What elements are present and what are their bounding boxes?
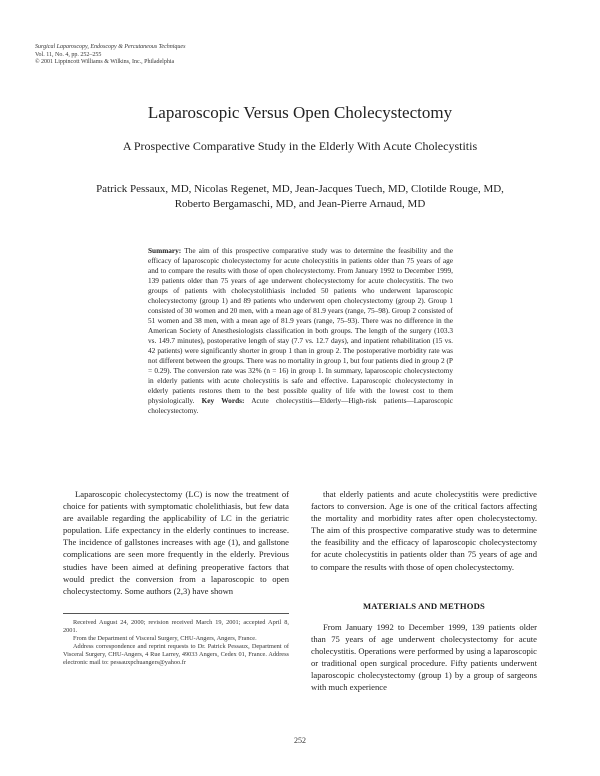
methods-paragraph: From January 1992 to December 1999, 139 patients older than 75 years of age underwent cholecystectomy for acute cholecystitis. Operations were performed by using a laparoscopic or traditional open surgical procedure. Fifty patients underwent laparoscopic cholecystectomy (group 1) by a group of sargeons with much experience bbox=[311, 622, 537, 693]
footnotes bbox=[63, 619, 289, 668]
footnote-correspondence: Address correspondence and reprint requests to Dr. Patrick Pessaux, Department of Visceral Surgery, CHU-Angers, 4 Rue Larrey, 49033 Angers, Cedex 01, France. Address electronic mail to: pessauxpchuangers@yahoo.fr bbox=[63, 643, 289, 667]
keywords-text: Acute cholecystitis—Elderly—High-risk patients—Laparoscopic cholecystectomy. bbox=[148, 396, 454, 415]
abstract-label: Summary: bbox=[148, 246, 182, 255]
methods-heading: MATERIALS AND METHODS bbox=[363, 601, 485, 611]
author-list bbox=[60, 182, 540, 212]
article-subtitle: A Prospective Comparative Study in the Elderly With Acute Cholecystitis bbox=[122, 139, 478, 153]
journal-copyright: © 2001 Lippincott Williams & Wilkins, Inc., Philadelphia bbox=[35, 59, 175, 65]
footnote-received: Received August 24, 2000; revision received March 19, 2001; accepted April 8, 2001. bbox=[63, 619, 289, 635]
body-column-left bbox=[63, 488, 289, 597]
abstract-text: The aim of this prospective comparative study was to determine the feasibility and the efficacy of laparoscopic cholecystectomy for acute cholecystitis in patients older than 75 years of age and to compare the results with those of open cholecystectomy. From January 1992 to December 1999, 139 patients older than 75 years of age underwent cholecystectomy for acute cholecystitis. The two groups of patients with cholecystolithiasis included 50 patients who underwent laparoscopic cholecystectomy (group 1) and 89 patients who underwent open cholecystectomy (group 2). Group 1 consisted of 30 women and 20 men, with a mean age of 81.9 years (range, 75–98). Group 2 consisted of 51 women and 38 men, with a mean age of 81.9 years (range, 75–93). There was no difference in the American Society of Anesthesiologists classification in both groups. The length of the surgery (103.3 vs. 149.7 minutes), postoperative length of stay (7.7 vs. 12.7 days), and inpatient rehabilitation (15 vs. 42 patients) were significantly shorter in group 1 than in group 2. The postoperative morbidity rate was not different between the groups. There was no mortality in group 1, but four patients died in group 2 (P = 0.29). The conversion rate was 32% (n = 16) in group 1. In summary, laparoscopic cholecystectomy in elderly patients with acute cholecystitis is safe and effective. Laparoscopic cholecystectomy in elderly patients restores them to the best possible quality of life with the lowest cost to them physiologically. bbox=[148, 246, 453, 405]
journal-volume: Vol. 11, No. 4, pp. 252–255 bbox=[35, 51, 102, 58]
page-number: 252 bbox=[294, 736, 306, 745]
journal-name: Surgical Laparoscopy, Endoscopy & Percutaneous Techniques bbox=[35, 44, 186, 50]
article-title: Laparoscopic Versus Open Cholecystectomy bbox=[147, 103, 453, 122]
abstract bbox=[148, 246, 453, 416]
body-column-right bbox=[311, 488, 537, 573]
journal-header bbox=[35, 44, 185, 67]
authors-line-2: Roberto Bergamaschi, MD, and Jean-Pierre Arnaud, MD bbox=[174, 198, 426, 210]
intro-paragraph-left: Laparoscopic cholecystectomy (LC) is now the treatment of choice for patients with symptomatic cholelithiasis, but few data are available regarding the applicability of LC in the geriatric population. Life expectancy in the elderly continues to increase. The incidence of gallstones increases with age (1), and gallstone complications are seen more frequently in the elderly. Previous studies have been aimed at defining preoperative factors that would predict the conversion from a laparoscopic to open cholecystectomy. Some authors (2,3) have shown bbox=[63, 489, 289, 596]
footnote-affiliation: From the Department of Visceral Surgery, CHU-Angers, Angers, France. bbox=[73, 635, 257, 643]
authors-line-1: Patrick Pessaux, MD, Nicolas Regenet, MD, Jean-Jacques Tuech, MD, Clotilde Rouge, MD, bbox=[96, 183, 504, 195]
methods-section bbox=[311, 621, 537, 694]
intro-paragraph-right: that elderly patients and acute cholecystitis were predictive factors to conversion. Age is one of the critical factors affecting the mortality and morbidity rates after open cholecystectomy. The aim of this prospective comparative study was to determine the feasibility and the efficacy of laparoscopic cholecystectomy for acute cholecystitis in patients older than 75 years of age and to compare the results with those of open cholecystectomy. bbox=[311, 489, 537, 572]
footnote-divider bbox=[63, 613, 289, 614]
keywords-label: Key Words: bbox=[201, 396, 245, 405]
